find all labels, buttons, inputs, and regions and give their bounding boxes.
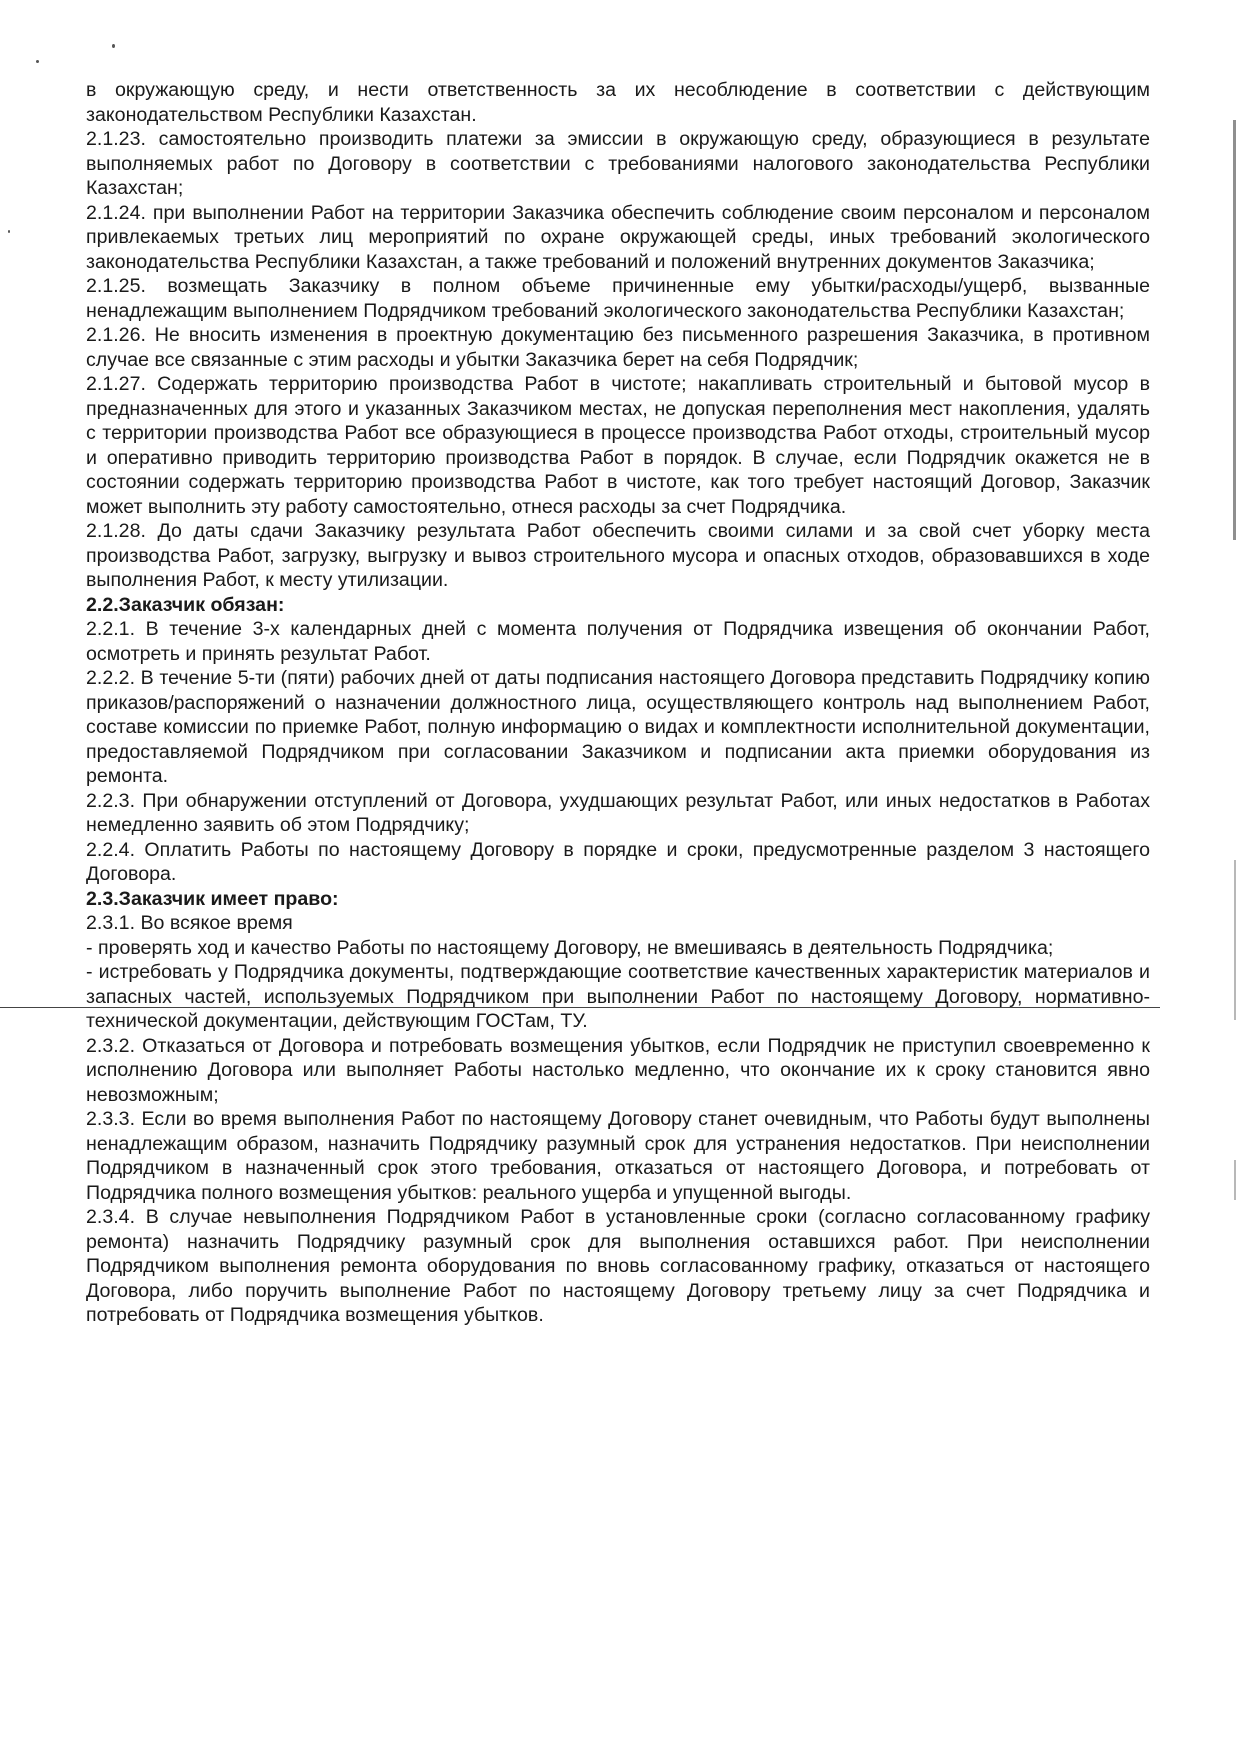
- document-page: [86, 78, 1150, 1328]
- clause-paragraph: 2.1.28. До даты сдачи Заказчику результата Работ обеспечить своими силами и за свой счет уборку места производства Работ, загрузку, выгрузку и вывоз строительного мусора и опасных отходов, образовавшихся в ходе выполнения Работ, к месту утилизации.: [86, 520, 1150, 591]
- clause-paragraph: 2.3.2. Отказаться от Договора и потребовать возмещения убытков, если Подрядчик не приступил своевременно к исполнению Договора или выполняет Работы настолько медленно, что окончание их к сроку становится явно невозможным;: [86, 1034, 1150, 1106]
- scan-speck: [36, 60, 39, 63]
- section-heading: 2.2.Заказчик обязан:: [86, 593, 285, 616]
- scan-margin-artifact: [1234, 860, 1236, 1020]
- scan-speck: [8, 230, 10, 233]
- clause-paragraph: 2.3.4. В случае невыполнения Подрядчиком Работ в установленные сроки (согласно согласованному графику ремонта) назначить Подрядчику разумный срок для выполнения оставшихся работ. При неисполнении Подрядчиком выполнения ремонта оборудования по вновь согласованному графику, отказаться от настоящего Договора, либо поручить выполнение Работ по настоящему Договору третьему лицу за счет Подрядчика и потребовать от Подрядчика возмещения убытков.: [86, 1206, 1150, 1326]
- scan-margin-artifact: [1233, 120, 1236, 540]
- section-heading: 2.3.Заказчик имеет право:: [86, 887, 339, 910]
- clause-paragraph: - истребовать у Подрядчика документы, подтверждающие соответствие качественных характеристик материалов и запасных частей, используемых Подрядчиком при выполнении Работ по настоящему Договору, нормативно-технической документации, действующим ГОСТам, ТУ.: [86, 961, 1150, 1032]
- clause-paragraph: 2.3.3. Если во время выполнения Работ по настоящему Договору станет очевидным, что Работы будут выполнены ненадлежащим образом, назначить Подрядчику разумный срок для устранения недостатков. При неисполнении Подрядчиком в назначенный срок этого требования, отказаться от настоящего Договора, и потребовать от Подрядчика полного возмещения убытков: реального ущерба и упущенной выгоды.: [86, 1108, 1150, 1204]
- clause-paragraph: 2.2.3. При обнаружении отступлений от Договора, ухудшающих результат Работ, или иных недостатков в Работах немедленно заявить об этом Подрядчику;: [86, 789, 1150, 836]
- scan-speck: [112, 44, 115, 48]
- clause-paragraph: в окружающую среду, и нести ответственность за их несоблюдение в соответствии с действующим законодательством Республики Казахстан.: [86, 79, 1150, 126]
- clause-paragraph: 2.1.25. возмещать Заказчику в полном объеме причиненные ему убытки/расходы/ущерб, вызванные ненадлежащим выполнением Подрядчиком требований экологического законодательства Республики Казахстан;: [86, 275, 1150, 322]
- clause-paragraph: - проверять ход и качество Работы по настоящему Договору, не вмешиваясь в деятельность Подрядчика;: [86, 936, 1054, 959]
- clause-paragraph: 2.1.24. при выполнении Работ на территории Заказчика обеспечить соблюдение своим персоналом и персоналом привлекаемых третьих лиц мероприятий по охране окружающей среды, иных требований экологического законодательства Республики Казахстан, а также требований и положений внутренних документов Заказчика;: [86, 201, 1150, 273]
- clause-paragraph: 2.2.4. Оплатить Работы по настоящему Договору в порядке и сроки, предусмотренные разделом 3 настоящего Договора.: [86, 838, 1150, 885]
- clause-paragraph: 2.1.26. Не вносить изменения в проектную документацию без письменного разрешения Заказчика, в противном случае все связанные с этим расходы и убытки Заказчика берет на себя Подрядчик;: [86, 324, 1150, 371]
- clause-paragraph: 2.2.1. В течение 3-х календарных дней с момента получения от Подрядчика извещения об окончании Работ, осмотреть и принять результат Работ.: [86, 618, 1150, 665]
- scan-margin-artifact: [1234, 1160, 1236, 1200]
- clause-paragraph: 2.1.27. Содержать территорию производства Работ в чистоте; накапливать строительный и бытовой мусор в предназначенных для этого и указанных Заказчиком местах, не допуская переполнения мест накопления, удалять с территории производства Работ все образующиеся в процессе производства Работ отходы, строительный мусор и оперативно приводить территорию производства Работ в порядок. В случае, если Подрядчик окажется не в состоянии содержать территорию производства Работ в чистоте, как того требует настоящий Договор, Заказчик может выполнить эту работу самостоятельно, отнеся расходы за счет Подрядчика.: [86, 373, 1150, 518]
- clause-paragraph: 2.3.1. Во всякое время: [86, 912, 293, 934]
- clause-paragraph: 2.2.2. В течение 5-ти (пяти) рабочих дней от даты подписания настоящего Договора представить Подрядчику копию приказов/распоряжений о назначении должностного лица, осуществляющего контроль над выполнением Работ, составе комиссии по приемке Работ, полную информацию о видах и комплектности исполнительной документации, предоставляемой Подрядчиком при согласовании Заказчиком и подписании акта приемки оборудования из ремонта.: [86, 667, 1150, 787]
- clause-paragraph: 2.1.23. самостоятельно производить платежи за эмиссии в окружающую среду, образующиеся в результате выполняемых работ по Договору в соответствии с требованиями налогового законодательства Республики Казахстан;: [86, 128, 1150, 199]
